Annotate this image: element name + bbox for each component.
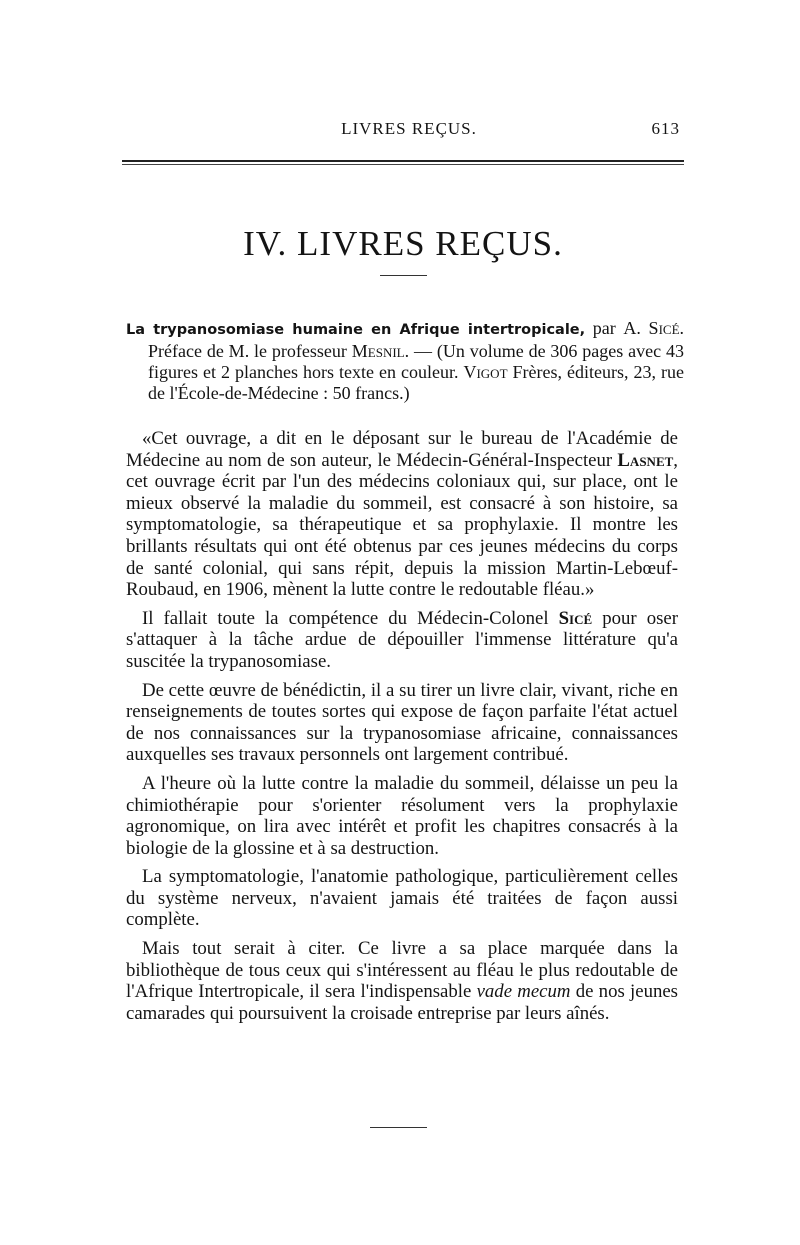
person-name: Lasnet: [617, 449, 674, 471]
review-paragraph: De cette œuvre de bénédictin, il a su tirer un livre clair, vivant, riche en renseignements de toutes sortes qui expose de façon parfaite l'état actuel de nos connaissances sur la trypanosomiase africaine, connaissances auxquelles ses travaux personnels ont largement contribué.: [126, 679, 678, 766]
review-text-span: pour oser s'attaquer à la tâche ardue de dépouiller l'immense littérature qu'a suscitée la trypanosomiase.: [126, 607, 678, 672]
review-text: [126, 428, 678, 1024]
book-preface-author: Mesnil: [351, 341, 405, 361]
book-preface-prefix: . Préface de M. le professeur: [148, 318, 685, 361]
review-paragraph: [126, 608, 678, 673]
review-paragraph: [126, 938, 678, 1024]
chapter-separator-rule: [380, 275, 427, 276]
book-details: . — (Un volume de 306 pages avec 43 figures et 2 planches hors texte en couleur.: [148, 341, 684, 382]
book-author: A. Sicé: [623, 318, 680, 338]
header-rule: [122, 160, 684, 162]
italic-phrase: vade mecum: [476, 981, 571, 1003]
review-paragraph: La symptomatologie, l'anatomie pathologique, particulièrement celles du système nerveux, n'avaient jamais été traitées de façon aussi complète.: [126, 866, 678, 931]
review-text-span: Mais tout serait à citer. Ce livre a sa place marquée dans la bibliothèque de tous ceux qui s'intéressent au fléau le plus redoutable de l'Afrique Intertropicale, il sera l'indispensable: [126, 938, 678, 1003]
review-paragraph: [126, 428, 678, 601]
book-reference: [126, 318, 684, 404]
book-by: par: [585, 318, 624, 338]
review-text-span: de nos jeunes camarades qui poursuivent la croisade entreprise par leurs aînés.: [126, 981, 678, 1024]
end-rule: [370, 1127, 427, 1128]
chapter-title: IV. LIVRES REÇUS.: [243, 224, 563, 263]
book-publisher: Vigot: [463, 362, 508, 382]
review-paragraph: A l'heure où la lutte contre la maladie du sommeil, délaisse un peu la chimiothérapie pour s'orienter résolument vers la prophylaxie agronomique, on lira avec intérêt et profit les chapitres consacrés à la biologie de la glossine et à sa destruction.: [126, 772, 678, 859]
running-title: LIVRES REÇUS.: [341, 119, 477, 138]
person-name: Sicé: [558, 607, 593, 629]
review-text-span: Il fallait toute la compétence du Médecin-Colonel: [142, 607, 559, 629]
book-title: La trypanosomiase humaine en Afrique intertropicale,: [126, 322, 586, 338]
review-text-span: , cet ouvrage écrit par l'un des médecins coloniaux qui, sur place, ont le mieux observé la maladie du sommeil, est consacré à son histoire, sa symptomatologie, sa thérapeutique et sa prophylaxie. Il montre les brillants résultats qui ont été obtenus par ces jeunes médecins du corps de santé colonial, qui sans répit, depuis la mission Martin-Lebœuf-Roubaud, en 1906, mènent la lutte contre le redoutable fléau.»: [126, 449, 678, 601]
review-text-span: «Cet ouvrage, a dit en le déposant sur le bureau de l'Académie de Médecine au nom de son auteur, le Médecin-Général-Inspecteur: [126, 428, 678, 471]
book-entry: [126, 318, 684, 404]
book-publisher-rest: Frères, éditeurs, 23, rue de l'École-de-Médecine : 50 francs.): [148, 362, 684, 403]
running-head: [138, 119, 680, 143]
page-number: 613: [651, 119, 680, 138]
